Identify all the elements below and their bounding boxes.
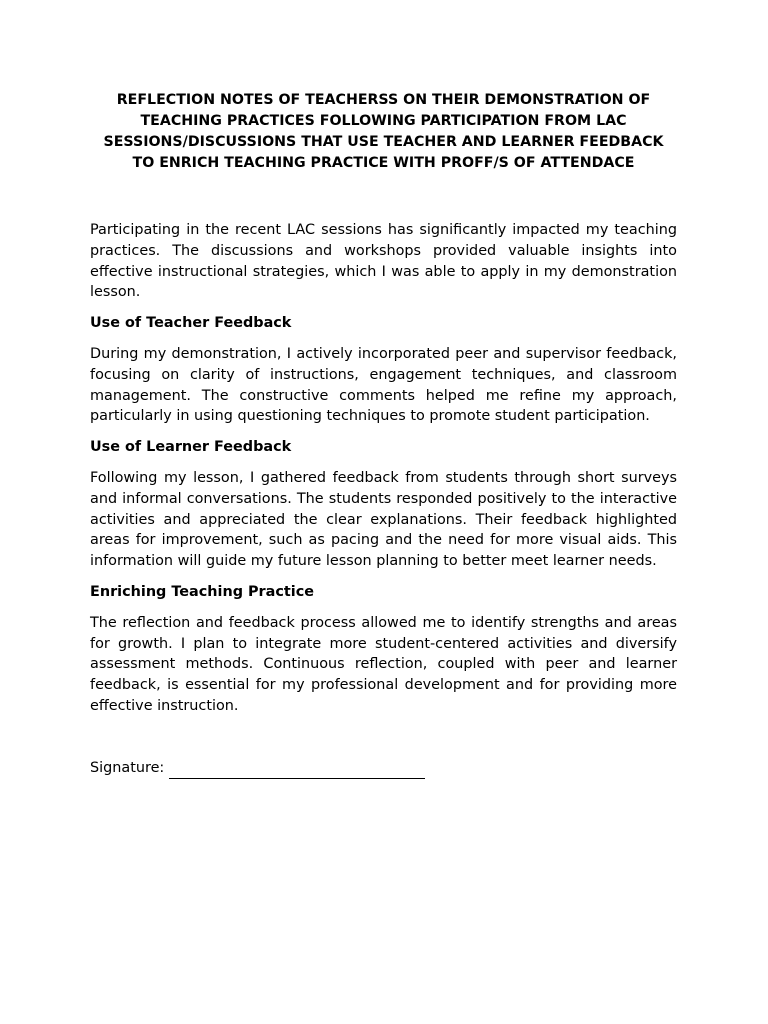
section-body: During my demonstration, I actively incorporated peer and supervisor feedback, focusing on clarity of instructions, engagement techniques, and classroom management. The constructive comments helped me refine my approach, particularly in using questioning techniques to promote student participation. xyxy=(90,345,677,425)
intro-paragraph: Participating in the recent LAC sessions has significantly impacted my teaching practices. The discussions and workshops provided valuable insights into effective instructional strategies, which I was able to apply in my demonstration lesson. xyxy=(90,222,677,301)
signature-line xyxy=(90,758,677,779)
document-title: REFLECTION NOTES OF TEACHERSS ON THEIR DEMONSTRATION OF TEACHING PRACTICES FOLLOWING PARTICIPATION FROM LAC SESSIONS/DISCUSSIONS THAT USE TEACHER AND LEARNER FEEDBACK TO ENRICH TEACHING PRACTICE WITH PROFF/S OF ATTENDACE xyxy=(103,92,664,171)
section-heading: Enriching Teaching Practice xyxy=(90,583,314,600)
document-page xyxy=(90,90,677,779)
section-teacher-feedback xyxy=(90,313,677,427)
section-learner-feedback xyxy=(90,437,677,572)
section-heading: Use of Learner Feedback xyxy=(90,439,292,456)
section-enriching-practice xyxy=(90,582,677,717)
section-heading: Use of Teacher Feedback xyxy=(90,315,292,332)
section-body: The reflection and feedback process allowed me to identify strengths and areas for growth. I plan to integrate more student-centered activities and diversify assessment methods. Continuous reflection, coupled with peer and learner feedback, is essential for my professional development and for providing more effective instruction. xyxy=(90,614,677,714)
signature-blank[interactable] xyxy=(169,763,425,779)
section-body: Following my lesson, I gathered feedback from students through short surveys and informal conversations. The students responded positively to the interactive activities and appreciated the clear explanations. Their feedback highlighted areas for improvement, such as pacing and the need for more visual aids. This information will guide my future lesson planning to better meet learner needs. xyxy=(90,469,677,570)
signature-label: Signature: xyxy=(90,759,165,776)
